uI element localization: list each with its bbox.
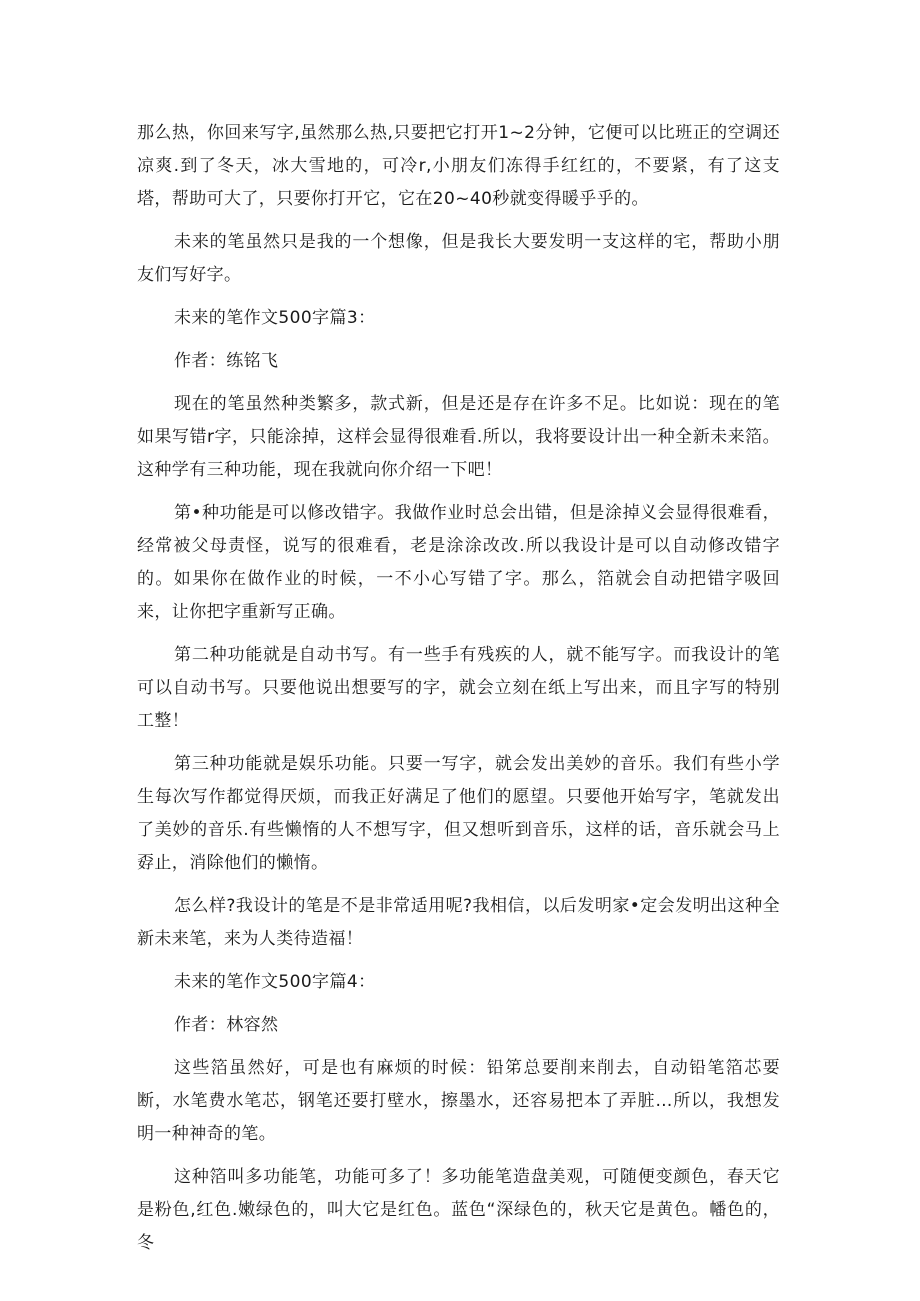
document-body [137, 117, 780, 1270]
essay-3-author: 作者：练铭飞 [174, 351, 279, 371]
paragraph-essay-3-function-3: 第三种功能就是娱乐功能。只要一写字，就会发出美妙的音乐。我们有些小学生每次写作都觉得厌烦，而我正好满足了他们的愿望。只要他开始写字，笔就发出了美妙的音乐.有些懒惰的人不想写字，但又想听到音乐，这样的话，音乐就会马上孬止，消除他们的懒惰。 [137, 754, 780, 873]
paragraph-essay-3-intro: 现在的笔虽然种类繁多，款式新，但是还是存在许多不足。比如说：现在的笔如果写错r字，只能涂掉，这样会显得很难看.所以，我将要设计出一种全新未来箔。这种学有三种功能，现在我就向你介绍一下吧！ [137, 394, 780, 480]
paragraph-essay-3-conclusion: 怎么样?我设计的笔是不是非常适用呢?我相信，以后发明家•定会发明出这种全新未来笔，来为人类待造福！ [137, 896, 780, 949]
paragraph-continued-text: 那么热，你回来写字,虽然那么热,只要把它打开1~2分钟，它便可以比班正的空调还凉爽.到了冬天，冰大雪地的，可冷r,小朋友们冻得手红红的，不要紧，有了这支塔，帮助可大了，只要你打开它，它在20~40秒就变得暖乎乎的。 [137, 123, 780, 209]
paragraph-essay-4-intro: 这些箔虽然好，可是也有麻烦的时候：铅笫总要削来削去，自动铅笔箔芯要断，水笔费水笔芯，钢笔还要打壁水，擦墨水，还容易把本了弄脏…所以，我想发明一种神奇的笔。 [137, 1058, 780, 1144]
paragraph-conclusion-essay-2: 未来的笔虽然只是我的一个想像，但是我长大要发明一支这样的宅，帮助小朋友们写好字。 [137, 232, 780, 285]
paragraph-essay-4-description: 这种箔叫多功能笔，功能可多了！多功能笔造盘美观，可随便变颜色，春天它是粉色,红色.嫩绿色的，叫大它是红色。蓝色“深绿色的，秋天它是黄色。幡色的，冬 [137, 1167, 780, 1253]
essay-3-title: 未来的笔作文500字篇3： [174, 308, 376, 328]
essay-4-title: 未来的笔作文500字篇4： [174, 972, 376, 992]
paragraph-essay-3-function-1: 第•种功能是可以修改错字。我做作业时总会出错，但是涂掉义会显得很难看，经常被父母责怪，说写的很难看，老是涂涂改改.所以我设计是可以自动修改错字的。如果你在做作业的时候，一不小心写错了字。那么，箔就会自动把错字吸回来，让你把字重新写正确。 [137, 503, 780, 622]
paragraph-essay-3-function-2: 第二种功能就是自动书写。有一些手有残疾的人，就不能写字。而我设计的笔可以自动书写。只要他说出想要写的字，就会立刻在纸上写出来，而且字写的特别工整！ [137, 645, 780, 731]
essay-4-author: 作者：林容然 [174, 1015, 279, 1035]
